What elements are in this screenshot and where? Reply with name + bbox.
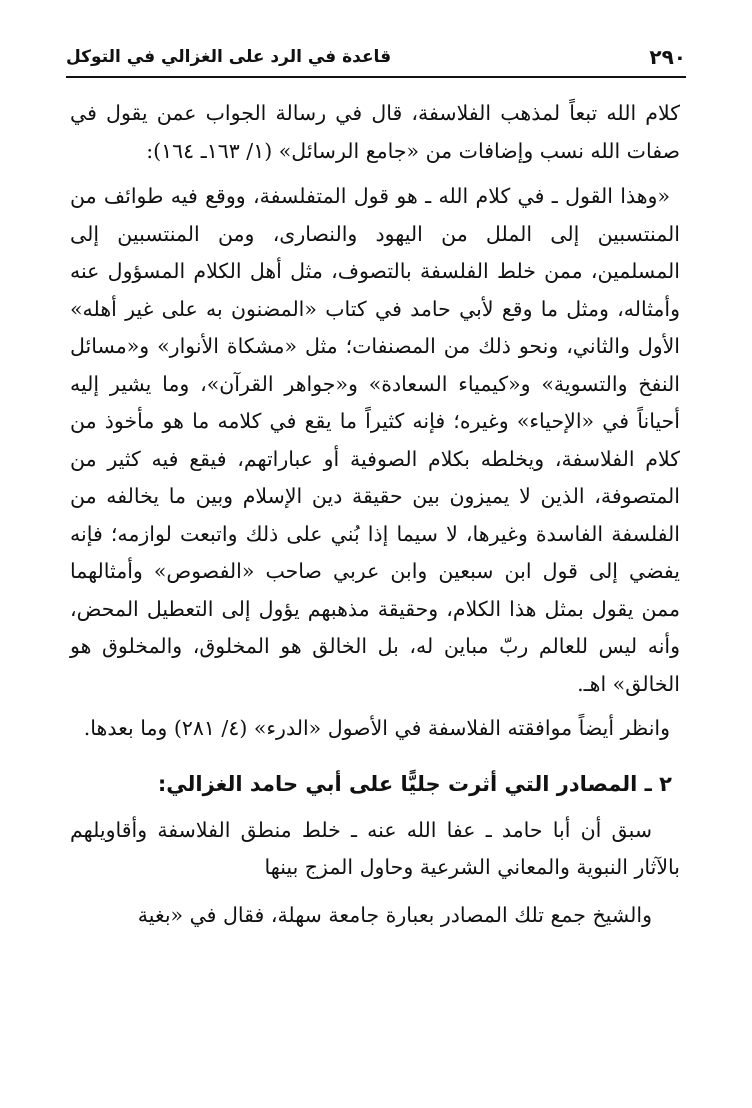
page-number: ٢٩٠ bbox=[649, 45, 686, 69]
paragraph-intro: كلام الله تبعاً لمذهب الفلاسفة، قال في رسالة الجواب عمن يقول في صفات الله نسب وإضافات من «جامع الرسائل» (١/ ١٦٣ـ ١٦٤): bbox=[70, 101, 680, 163]
paragraph-sources: سبق أن أبا حامد ـ عفا الله عنه ـ خلط منطق الفلاسفة وأقاويلهم بالآثار النبوية والمعاني الشرعية وحاول المزج بينها bbox=[70, 817, 680, 879]
running-header-title: قاعدة في الرد على الغزالي في التوكل bbox=[66, 47, 392, 67]
paragraph-sheikh: والشيخ جمع تلك المصادر بعبارة جامعة سهلة، فقال في «بغية bbox=[137, 902, 652, 927]
paragraph-quotation: «وهذا القول ـ في كلام الله ـ هو قول المتفلسفة، ووقع فيه طوائف من المنتسبين إلى الملل من اليهود والنصارى، ومن المنتسبين إلى المسلمين، ممن خلط الفلسفة بالتصوف، مثل أهل الكلام المسؤول عنه وأمثاله، ومثل ما وقع لأبي حامد في كتاب «المضنون به على غير أهله» الأول والثاني، ونحو ذلك من المصنفات؛ مثل «مشكاة الأنوار» و«مسائل النفخ والتسوية» و«كيمياء السعادة» و«جواهر القرآن»، وما يشير إليه أحياناً في «الإحياء» وغيره؛ فإنه كثيراً ما يقع في كلامه ما هو مأخوذ من كلام الفلاسفة، ويخلطه بكلام الصوفية أو عباراتهم، فيقع فيه كثير من المتصوفة، الذين لا يميزون بين حقيقة دين الإسلام وبين ما يخالفه من الفلسفة الفاسدة وغيرها، لا سيما إذا بُني على ذلك واتبعت لوازمه؛ فإنه يفضي إلى قول ابن سبعين وابن عربي صاحب «الفصوص» وأمثالهما ممن يقول بمثل هذا الكلام، وحقيقة مذهبهم يؤول إلى التعطيل المحض، وأنه ليس للعالم ربّ مباين له، بل الخالق هو المخلوق، والمخلوق هو الخالق» اهـ. bbox=[70, 184, 680, 696]
body-text bbox=[70, 95, 680, 934]
paragraph-reference: وانظر أيضاً موافقته الفلاسفة في الأصول «الدرء» (٤/ ٢٨١) وما بعدها. bbox=[83, 716, 670, 740]
section-heading: ٢ ـ المصادر التي أثرت جليًّا على أبي حامد الغزالي: bbox=[157, 771, 672, 796]
running-header bbox=[66, 38, 686, 78]
